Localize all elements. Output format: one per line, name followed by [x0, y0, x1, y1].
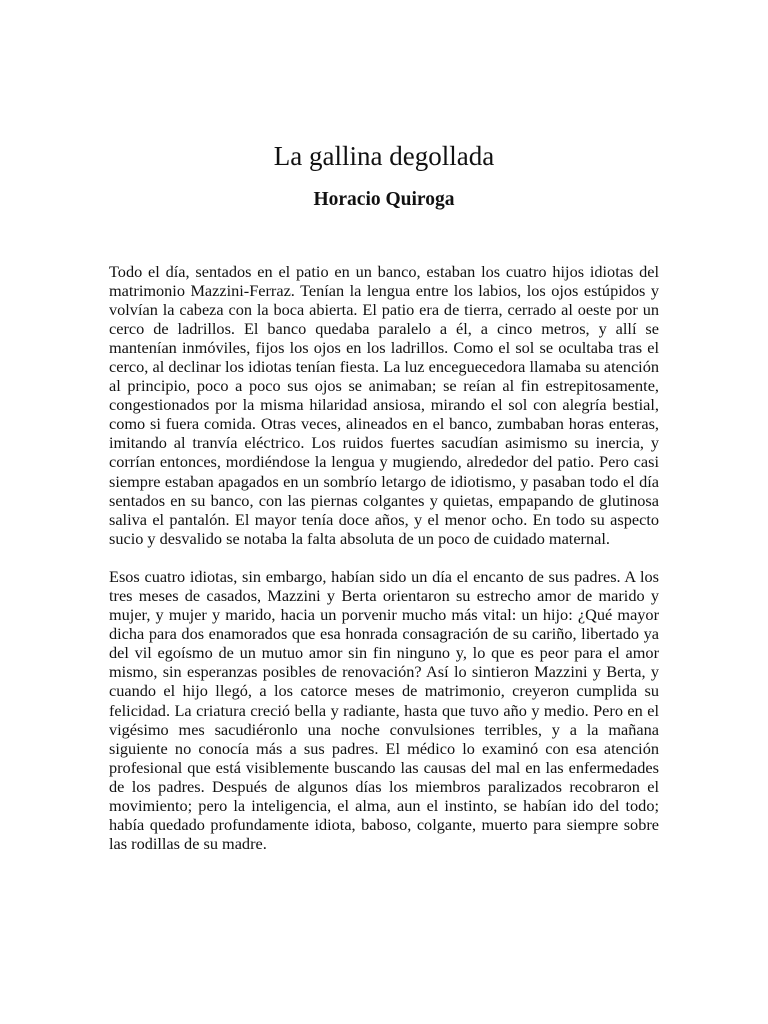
paragraph-1: Todo el día, sentados en el patio en un banco, estaban los cuatro hijos idiotas del matrimonio Mazzini-Ferraz. Tenían la lengua entre los labios, los ojos estúpidos y volvían la cabeza con la boca abierta. El patio era de tierra, cerrado al oeste por un cerco de ladrillos. El banco quedaba paralelo a él, a cinco metros, y allí se mantenían inmóviles, fijos los ojos en los ladrillos. Como el sol se ocultaba tras el cerco, al declinar los idiotas tenían fiesta. La luz enceguecedora llamaba su atención al principio, poco a poco sus ojos se animaban; se reían al fin estrepitosamente, congestionados por la misma hilaridad ansiosa, mirando el sol con alegría bestial, como si fuera comida. Otras veces, alineados en el banco, zumbaban horas enteras, imitando al tranvía eléctrico. Los ruidos fuertes sacudían asimismo su inercia, y corrían entonces, mordiéndose la lengua y mugiendo, alrededor del patio. Pero casi siempre estaban apagados en un sombrío letargo de idiotismo, y pasaban todo el día sentados en su banco, con las piernas colgantes y quietas, empapando de glutinosa saliva el pantalón. El mayor tenía doce años, y el menor ocho. En todo su aspecto sucio y desvalido se notaba la falta absoluta de un poco de cuidado maternal.	[109, 262, 659, 548]
document-title: La gallina degollada	[273, 141, 495, 171]
document-author: Horacio Quiroga	[313, 189, 455, 210]
document-body	[109, 262, 659, 853]
paragraph-2: Esos cuatro idiotas, sin embargo, habían sido un día el encanto de sus padres. A los tres meses de casados, Mazzini y Berta orientaron su estrecho amor de marido y mujer, y mujer y marido, hacia un porvenir mucho más vital: un hijo: ¿Qué mayor dicha para dos enamorados que esa honrada consagración de su cariño, libertado ya del vil egoísmo de un mutuo amor sin fin ninguno y, lo que es peor para el amor mismo, sin esperanzas posibles de renovación? Así lo sintieron Mazzini y Berta, y cuando el hijo llegó, a los catorce meses de matrimonio, creyeron cumplida su felicidad. La criatura creció bella y radiante, hasta que tuvo año y medio. Pero en el vigésimo mes sacudiéronlo una noche convulsiones terribles, y a la mañana siguiente no conocía más a sus padres. El médico lo examinó con esa atención profesional que está visiblemente buscando las causas del mal en las enfermedades de los padres. Después de algunos días los miembros paralizados recobraron el movimiento; pero la inteligencia, el alma, aun el instinto, se habían ido del todo; había quedado profundamente idiota, baboso, colgante, muerto para siempre sobre las rodillas de su madre.	[109, 567, 659, 853]
